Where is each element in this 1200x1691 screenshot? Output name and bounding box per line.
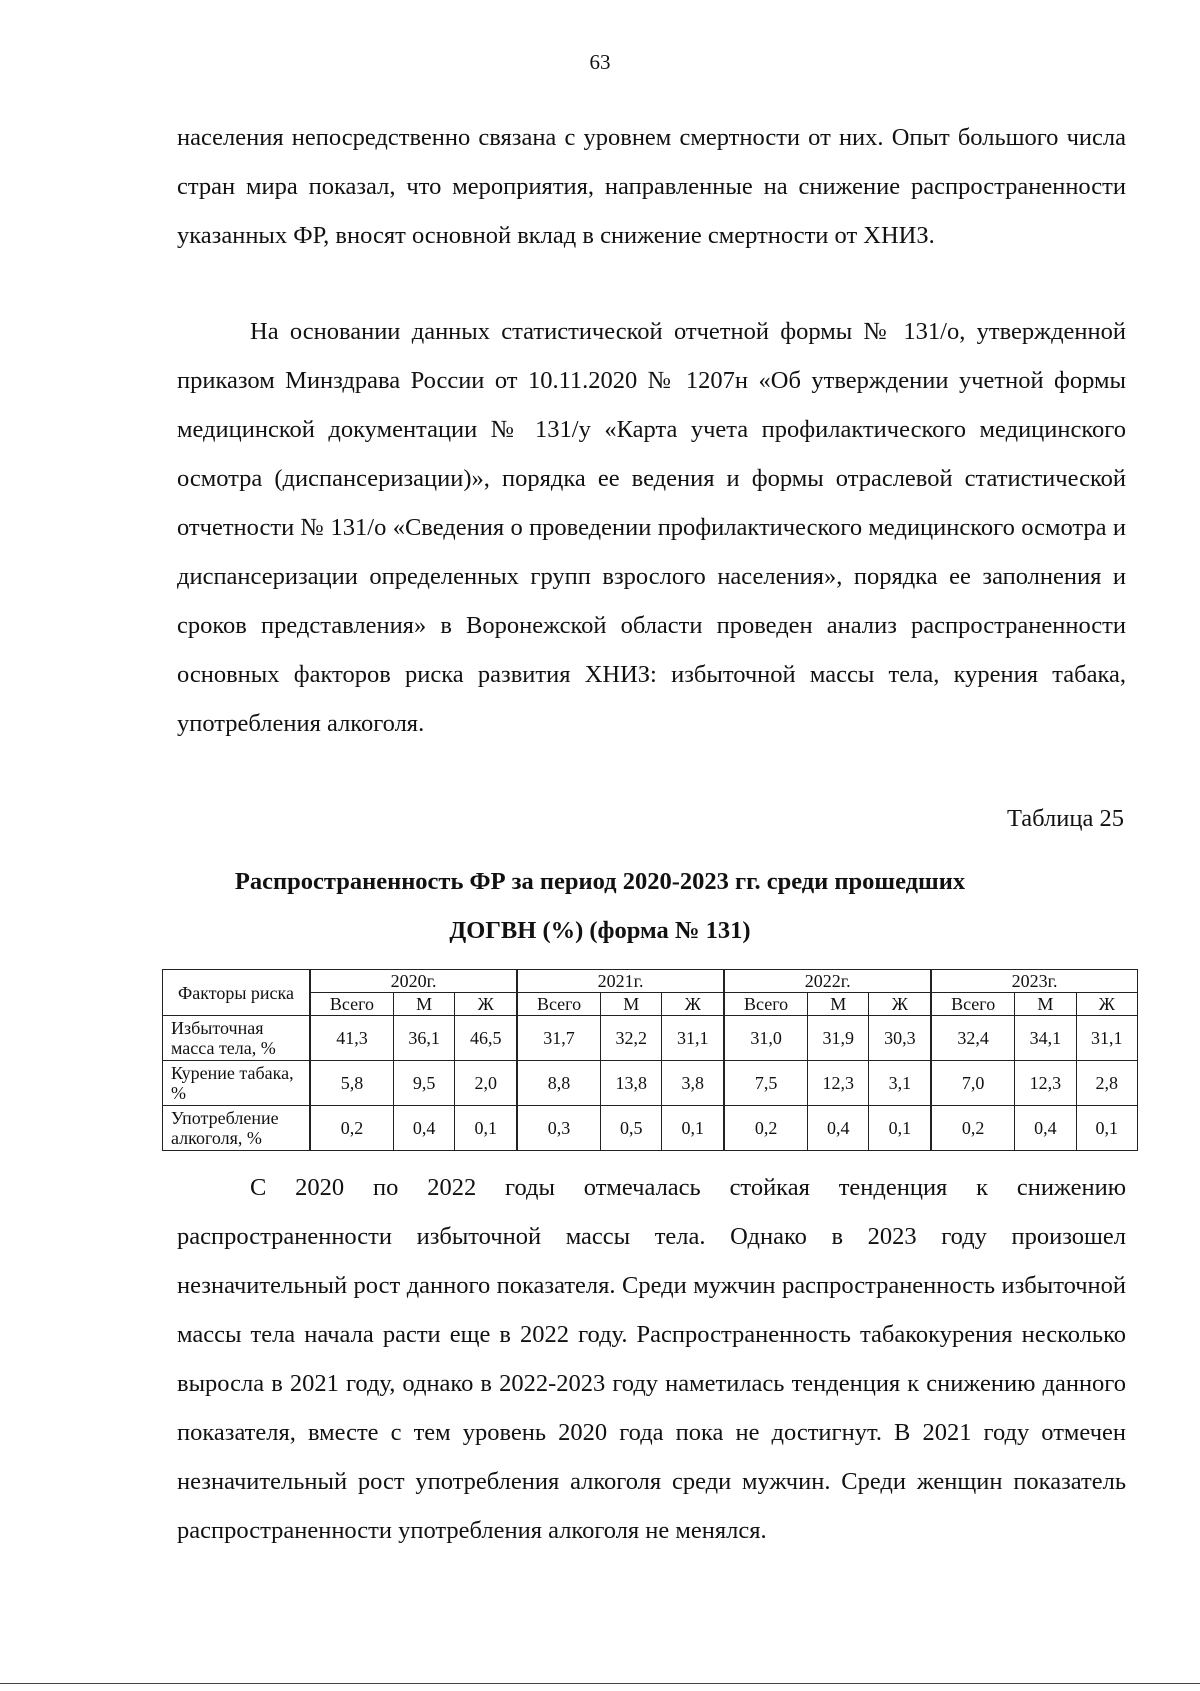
- year-header-2023: 2023г.: [931, 970, 1137, 993]
- paragraph-conclusions: С 2020 по 2022 годы отмечалась стойкая тенденция к снижению распространенности избыточной массы тела. Однако в 2023 году произошел незначительный рост данного показателя. Среди мужчин распространенность избыточной массы тела начала расти еще в 2022 году. Распространенность табакокурения несколько выросла в 2021 году, однако в 2022-2023 году наметилась тенденция к снижению данного показателя, вместе с тем уровень 2020 года пока не достигнут. В 2021 году отмечен незначительный рост употребления алкоголя среди мужчин. Среди женщин показатель распространенности употребления алкоголя не менялся.: [177, 1174, 1126, 1544]
- table-title-line-1: Распространенность ФР за период 2020-2023 гг. среди прошедших: [234, 868, 966, 895]
- table-row: [163, 1106, 1138, 1151]
- table-cell: 32,4: [931, 1016, 1014, 1061]
- table-cell: 0,4: [808, 1106, 869, 1151]
- table-cell: 0,1: [1076, 1106, 1137, 1151]
- subheader-female: Ж: [662, 993, 724, 1016]
- year-header-2022: 2022г.: [724, 970, 931, 993]
- paragraph-methods: На основании данных статистической отчетной формы № 131/о, утвержденной приказом Минздрава России от 10.11.2020 № 1207н «Об утверждении учетной формы медицинской документации № 131/у «Карта учета профилактического медицинского осмотра (диспансеризации)», порядка ее ведения и формы отраслевой статистической отчетности № 131/о «Сведения о проведении профилактического медицинского осмотра и диспансеризации определенных групп взрослого населения», порядка ее заполнения и сроков представления» в Воронежской области проведен анализ распространенности основных факторов риска развития ХНИЗ: избыточной массы тела, курения табака, употребления алкоголя.: [177, 318, 1126, 737]
- table-cell: 31,0: [724, 1016, 807, 1061]
- table-cell: 12,3: [1015, 1061, 1076, 1106]
- year-header-2021: 2021г.: [517, 970, 724, 993]
- table-cell: 7,0: [931, 1061, 1014, 1106]
- subheader-male: М: [393, 993, 454, 1016]
- year-header-2020: 2020г.: [310, 970, 517, 993]
- subheader-male: М: [1015, 993, 1076, 1016]
- table-cell: 0,5: [601, 1106, 662, 1151]
- table-row: [163, 1061, 1138, 1106]
- page-number: 63: [589, 50, 611, 74]
- table-cell: 2,0: [455, 1061, 517, 1106]
- table-cell: 0,2: [310, 1106, 393, 1151]
- table-cell: 0,4: [393, 1106, 454, 1151]
- table-cell: 34,1: [1015, 1016, 1076, 1061]
- bottom-rule: [0, 1683, 1200, 1684]
- row-factor-label: Курение табака, %: [163, 1061, 311, 1106]
- subheader-male: М: [808, 993, 869, 1016]
- row-factor-label: Избыточная масса тела, %: [163, 1016, 311, 1061]
- row-factor-label: Употребление алкоголя, %: [163, 1106, 311, 1151]
- table-cell: 0,4: [1015, 1106, 1076, 1151]
- table-label: Таблица 25: [1006, 805, 1124, 832]
- table-cell: 30,3: [869, 1016, 931, 1061]
- table-cell: 0,2: [931, 1106, 1014, 1151]
- table-cell: 2,8: [1076, 1061, 1137, 1106]
- table-cell: 7,5: [724, 1061, 807, 1106]
- subheader-female: Ж: [455, 993, 517, 1016]
- table-cell: 3,8: [662, 1061, 724, 1106]
- table-cell: 5,8: [310, 1061, 393, 1106]
- subheader-total: Всего: [310, 993, 393, 1016]
- factor-column-header: Факторы риска: [163, 970, 311, 1016]
- table-cell: 31,1: [662, 1016, 724, 1061]
- table-cell: 13,8: [601, 1061, 662, 1106]
- paragraph-intro: населения непосредственно связана с уровнем смертности от них. Опыт большого числа стран мира показал, что мероприятия, направленные на снижение распространенности указанных ФР, вносят основной вклад в снижение смертности от ХНИЗ.: [177, 124, 1126, 249]
- subheader-total: Всего: [724, 993, 807, 1016]
- table-row: [163, 1016, 1138, 1061]
- subheader-total: Всего: [931, 993, 1014, 1016]
- table-cell: 9,5: [393, 1061, 454, 1106]
- table-cell: 32,2: [601, 1016, 662, 1061]
- subheader-male: М: [601, 993, 662, 1016]
- table-cell: 3,1: [869, 1061, 931, 1106]
- subheader-total: Всего: [517, 993, 600, 1016]
- table-cell: 31,1: [1076, 1016, 1137, 1061]
- table-cell: 31,9: [808, 1016, 869, 1061]
- subheader-female: Ж: [1076, 993, 1137, 1016]
- table-cell: 31,7: [517, 1016, 600, 1061]
- table-cell: 0,2: [724, 1106, 807, 1151]
- table-cell: 41,3: [310, 1016, 393, 1061]
- risk-factors-table: [162, 969, 1138, 1151]
- table-cell: 0,1: [662, 1106, 724, 1151]
- table-title: [150, 857, 1050, 955]
- subheader-female: Ж: [869, 993, 931, 1016]
- table-header-years-row: [163, 970, 1138, 993]
- table-cell: 8,8: [517, 1061, 600, 1106]
- table-title-line-2: ДОГВН (%) (форма № 131): [449, 917, 751, 944]
- table-cell: 0,1: [869, 1106, 931, 1151]
- table-cell: 46,5: [455, 1016, 517, 1061]
- table-cell: 12,3: [808, 1061, 869, 1106]
- table-cell: 36,1: [393, 1016, 454, 1061]
- table-cell: 0,1: [455, 1106, 517, 1151]
- table-cell: 0,3: [517, 1106, 600, 1151]
